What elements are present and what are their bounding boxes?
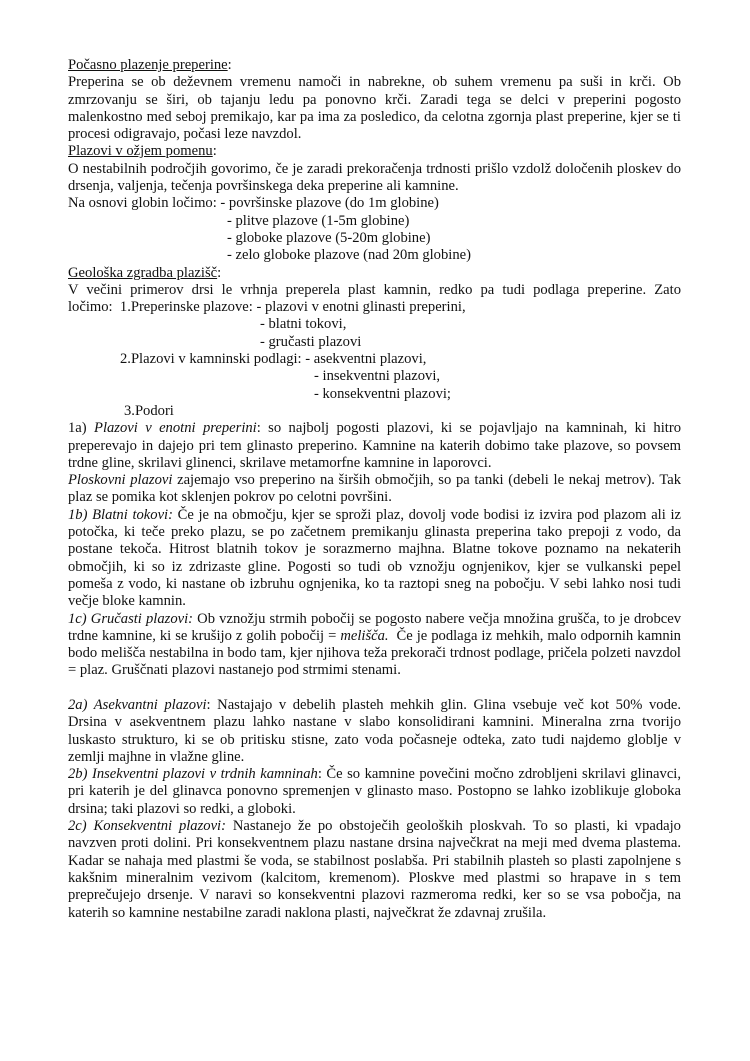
classification-item: 2.Plazovi v kamninski podlagi: - asekventni plazovi,	[120, 351, 427, 368]
term: melišča.	[340, 627, 389, 644]
depth-list-item: - globoke plazove (5-20m globine)	[227, 229, 431, 246]
paragraph-1b: 1b) Blatni tokovi: Če je na območju, kjer se sproži plaz, dovolj vode bodisi iz izvira pod plazom ali iz potočka, ki teče preko plazu, se po začetnem premikanju glinasta preperina tako prepoji z vodo, da postane tekoča. Hitrost blatnih tokov je sorazmerno majhna. Blatne tokove poznamo na nekaterih območjih, ki so iz zdrizaste gline. Pogosti so tudi ob vznožju ognjenikov, kjer se vulkanski pepel pomeša z vodo, ki nastane ob izbruhu ognjenika, ko ta raztopi sneg na pobočju. V sebi lahko nosi tudi večje bloke kamnin.	[68, 506, 681, 610]
term: 1c) Gručasti plazovi:	[68, 610, 194, 627]
paragraph-1a: 1a) Plazovi v enotni preperini: so najbolj pogosti plazovi, ki se pojavljajo na kamninah, ki hitro preperevajo in dajejo pri tem glinasto preperino. Kamnine na katerih dobimo take plazove, so povsem trdne gline, skrilavi glinenci, skrilave metamorfne kamnine in laporovci.	[68, 420, 681, 471]
term: 2b) Insekventni plazovi v trdnih kamninah	[68, 766, 318, 783]
classification-item: ločimo: 1.Preperinske plazove: - plazovi v enotni glinasti preperini,	[68, 299, 466, 316]
term: Ploskovni plazovi	[68, 472, 173, 489]
paragraph-2a: 2a) Asekvantni plazovi: Nastajajo v debelih plasteh mehkih glin. Glina vsebuje več kot 50% vode. Drsina v asekventnem plazu lahko nastane v slabo konsolidirani kamnini. Mineralna zrna tvorijo luskasto strukturo, ki se ob pritisku stisne, zato voda počasneje odteka, zato tudi najdemo globlje v zemlji majhne in vlažne gline.	[68, 696, 681, 765]
depth-list-item: - plitve plazove (1-5m globine)	[227, 212, 410, 229]
paragraph: O nestabilnih področjih govorimo, če je zaradi prekoračenja trdnosti prišlo vzdolž določenih ploskev do drsenja, valjenja, tečenja površinskega deka preperine ali kamnine.	[68, 160, 681, 195]
blank-line	[68, 680, 681, 697]
section-heading: Geološka zgradba plazišč	[68, 264, 218, 281]
depth-list-item: Na osnovi globin ločimo: - površinske plazove (do 1m globine)	[68, 195, 439, 212]
document-page	[68, 57, 685, 922]
term: Plazovi v enotni preperini	[94, 420, 257, 437]
section-heading-line: Plazovi v ožjem pomenu:	[68, 143, 217, 160]
classification-item: - insekventni plazovi,	[314, 368, 441, 385]
term: 2c) Konsekventni plazovi:	[68, 818, 226, 835]
section-heading: Počasno plazenje preperine	[68, 57, 228, 73]
paragraph-1c: 1c) Gručasti plazovi: Ob vznožju strmih pobočij se pogosto nabere večja množina grušča, to je drobcev trdne kamnine, ki se krušijo z golih pobočij = melišča. Če je podlaga iz mehkih, malo odpornih kamnin bodo melišča nestabilna in bodo tam, kjer njihova teža prekorači trdnost podlage, pričela polzeti navzdol = plaz. Gruščnati plazovi nastanejo pod strmimi stenami.	[68, 610, 685, 679]
classification-item: - konsekventni plazovi;	[314, 385, 451, 402]
paragraph-2b: 2b) Insekventni plazovi v trdnih kamninah: Če so kamnine povečini močno zdrobljeni skrilavi glinavci, pri katerih je del glinavca ponovno spremenjen v glinasto maso. Postopno se lahko izoblikuje globoka drsina; taki plazovi so redki, a globoki.	[68, 766, 681, 817]
paragraph: Preperina se ob deževnem vremenu namoči in nabrekne, ob suhem vremenu pa suši in krči. Ob zmrzovanju se širi, ob tajanju ledu pa ponovno krči. Zaradi tega se delci v preperini pogosto malenkostno med seboj premikajo, kar pa ima za posledico, da celotna zgornja plast preperine, kjer se ti procesi odigravajo, počasi leze navzdol.	[68, 74, 681, 143]
classification-item: - gručasti plazovi	[260, 333, 362, 350]
depth-list-item: - zelo globoke plazove (nad 20m globine)	[227, 247, 471, 264]
term: 1b) Blatni tokovi:	[68, 506, 173, 523]
classification-item: - blatni tokovi,	[260, 316, 347, 333]
section-heading: Plazovi v ožjem pomenu	[68, 143, 213, 160]
section-heading-line: Geološka zgradba plazišč:	[68, 264, 222, 281]
paragraph-2c: 2c) Konsekventni plazovi: Nastanejo že po obstoječih geoloških ploskvah. To so plasti, ki vpadajo navzven proti dolini. Pri konsekventnem plazu nastane drsina največkrat na meji med dvema plastema. Kadar se nahaja med plastmi še voda, se stabilnost poslabša. Pri stabilnih plasteh so plasti zapolnjene s kakšnim mineralnim vezivom (kalcitom, kremenom). Ploskve med plastmi so hrapave in s tem preprečujejo drsenje. V naravi so konsekventni plazovi razmeroma redki, ker so se vsa pobočja, na katerih so kamnine nestabilne zaradi naklona plasti, največkrat že zdavnaj zrušila.	[68, 818, 681, 921]
paragraph: V večini primerov drsi le vrhnja preperela plast kamnin, redko pa tudi podlaga preperine. Zato	[68, 281, 681, 298]
classification-item: 3.Podori	[124, 402, 174, 419]
section-heading-line: Počasno plazenje preperine:	[68, 57, 232, 73]
term: 2a) Asekvantni plazovi	[68, 696, 207, 713]
paragraph-ploskovni: Ploskovni plazovi zajemajo vso preperino na širših območjih, so pa tanki (debeli le nekaj metrov). Tak plaz se pomika kot sklenjen pokrov po celotni površini.	[68, 472, 681, 506]
